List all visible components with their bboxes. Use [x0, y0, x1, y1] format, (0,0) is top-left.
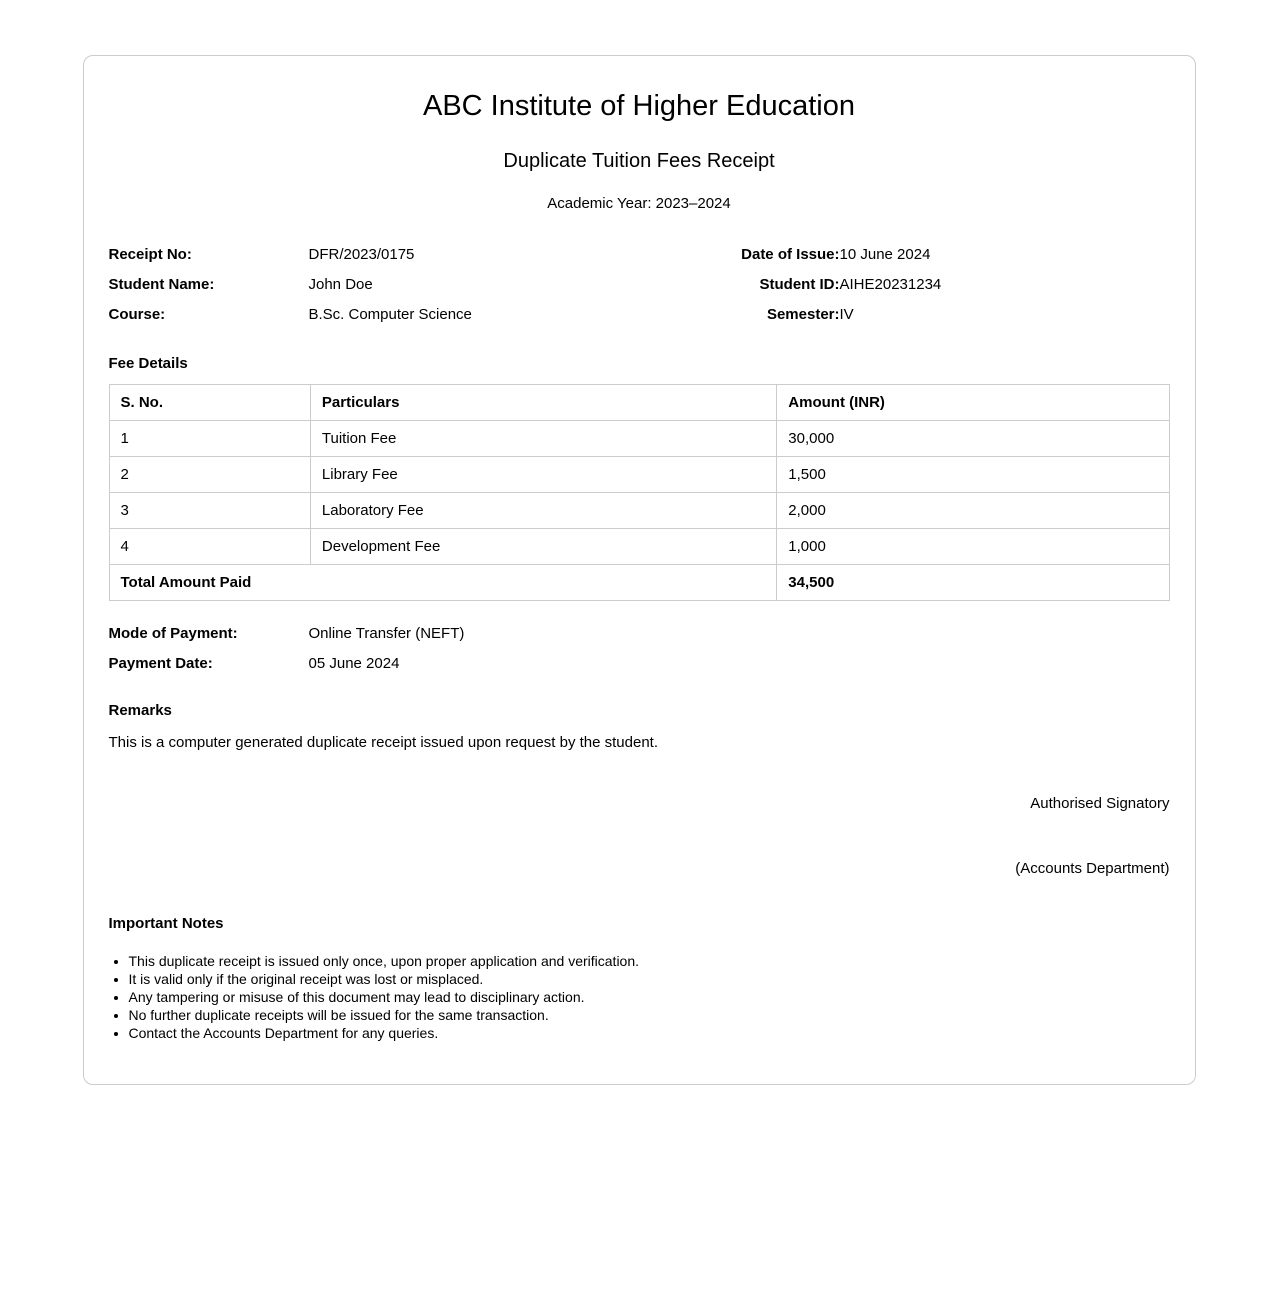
fee-row-particulars: Library Fee [310, 457, 776, 493]
receipt-no-label: Receipt No: [108, 246, 192, 263]
table-row [109, 529, 1169, 565]
important-notes-heading: Important Notes [108, 915, 224, 932]
table-row [109, 493, 1169, 529]
course-value: B.Sc. Computer Science [308, 306, 472, 323]
fee-table [109, 384, 1170, 601]
list-item: • Any tampering or misuse of this document may lead to disciplinary action. [129, 988, 1170, 1006]
course-label: Course: [108, 306, 166, 323]
fee-row-particulars: Development Fee [310, 529, 776, 565]
fee-table-header-sno: S. No. [109, 385, 310, 421]
page-title: ABC Institute of Higher Education [422, 90, 855, 122]
payment-info-grid [109, 625, 1170, 672]
fee-row-particulars: Laboratory Fee [310, 493, 776, 529]
receipt-subtitle: Duplicate Tuition Fees Receipt [503, 150, 775, 172]
mode-of-payment-label: Mode of Payment: [108, 625, 238, 642]
table-row [109, 421, 1169, 457]
list-item: • Contact the Accounts Department for any queries. [129, 1024, 1170, 1042]
fee-row-amount: 2,000 [777, 493, 1169, 529]
academic-year: Academic Year: 2023–2024 [547, 195, 731, 212]
semester-value: IV [839, 306, 854, 323]
fee-row-amount: 1,000 [777, 529, 1169, 565]
list-item: • No further duplicate receipts will be issued for the same transaction. [129, 1006, 1170, 1024]
student-info-grid [109, 246, 1170, 323]
student-name-label: Student Name: [108, 276, 215, 293]
date-of-issue-value: 10 June 2024 [839, 246, 931, 263]
table-row [109, 457, 1169, 493]
accounts-department: (Accounts Department) [1015, 860, 1170, 877]
list-item: • This duplicate receipt is issued only once, upon proper application and verification. [129, 952, 1170, 970]
total-amount-label: Total Amount Paid [109, 565, 777, 601]
student-name-value: John Doe [308, 276, 373, 293]
student-id-value: AIHE20231234 [839, 276, 942, 293]
payment-date-label: Payment Date: [108, 655, 213, 672]
fee-details-heading: Fee Details [108, 355, 188, 372]
fee-table-header-row [109, 385, 1169, 421]
fee-row-sno: 1 [109, 421, 310, 457]
important-notes-list [109, 952, 1170, 1042]
fee-row-particulars: Tuition Fee [310, 421, 776, 457]
receipt-card [83, 55, 1196, 1085]
semester-label: Semester: [766, 306, 840, 323]
list-item: • It is valid only if the original receipt was lost or misplaced. [129, 970, 1170, 988]
fee-row-sno: 3 [109, 493, 310, 529]
remarks-heading: Remarks [108, 702, 172, 719]
fee-table-header-amount: Amount (INR) [777, 385, 1169, 421]
fee-row-sno: 4 [109, 529, 310, 565]
mode-of-payment-value: Online Transfer (NEFT) [308, 625, 465, 642]
authorised-signatory: Authorised Signatory [1030, 795, 1170, 812]
fee-row-sno: 2 [109, 457, 310, 493]
student-id-label: Student ID: [759, 276, 840, 293]
date-of-issue-label: Date of Issue: [741, 246, 840, 263]
payment-date-value: 05 June 2024 [308, 655, 400, 672]
total-amount-value: 34,500 [777, 565, 1169, 601]
fee-row-amount: 1,500 [777, 457, 1169, 493]
fee-row-amount: 30,000 [777, 421, 1169, 457]
remarks-text: This is a computer generated duplicate receipt issued upon request by the student. [108, 734, 658, 751]
fee-table-total-row [109, 565, 1169, 601]
receipt-no-value: DFR/2023/0175 [308, 246, 415, 263]
fee-table-header-particulars: Particulars [310, 385, 776, 421]
